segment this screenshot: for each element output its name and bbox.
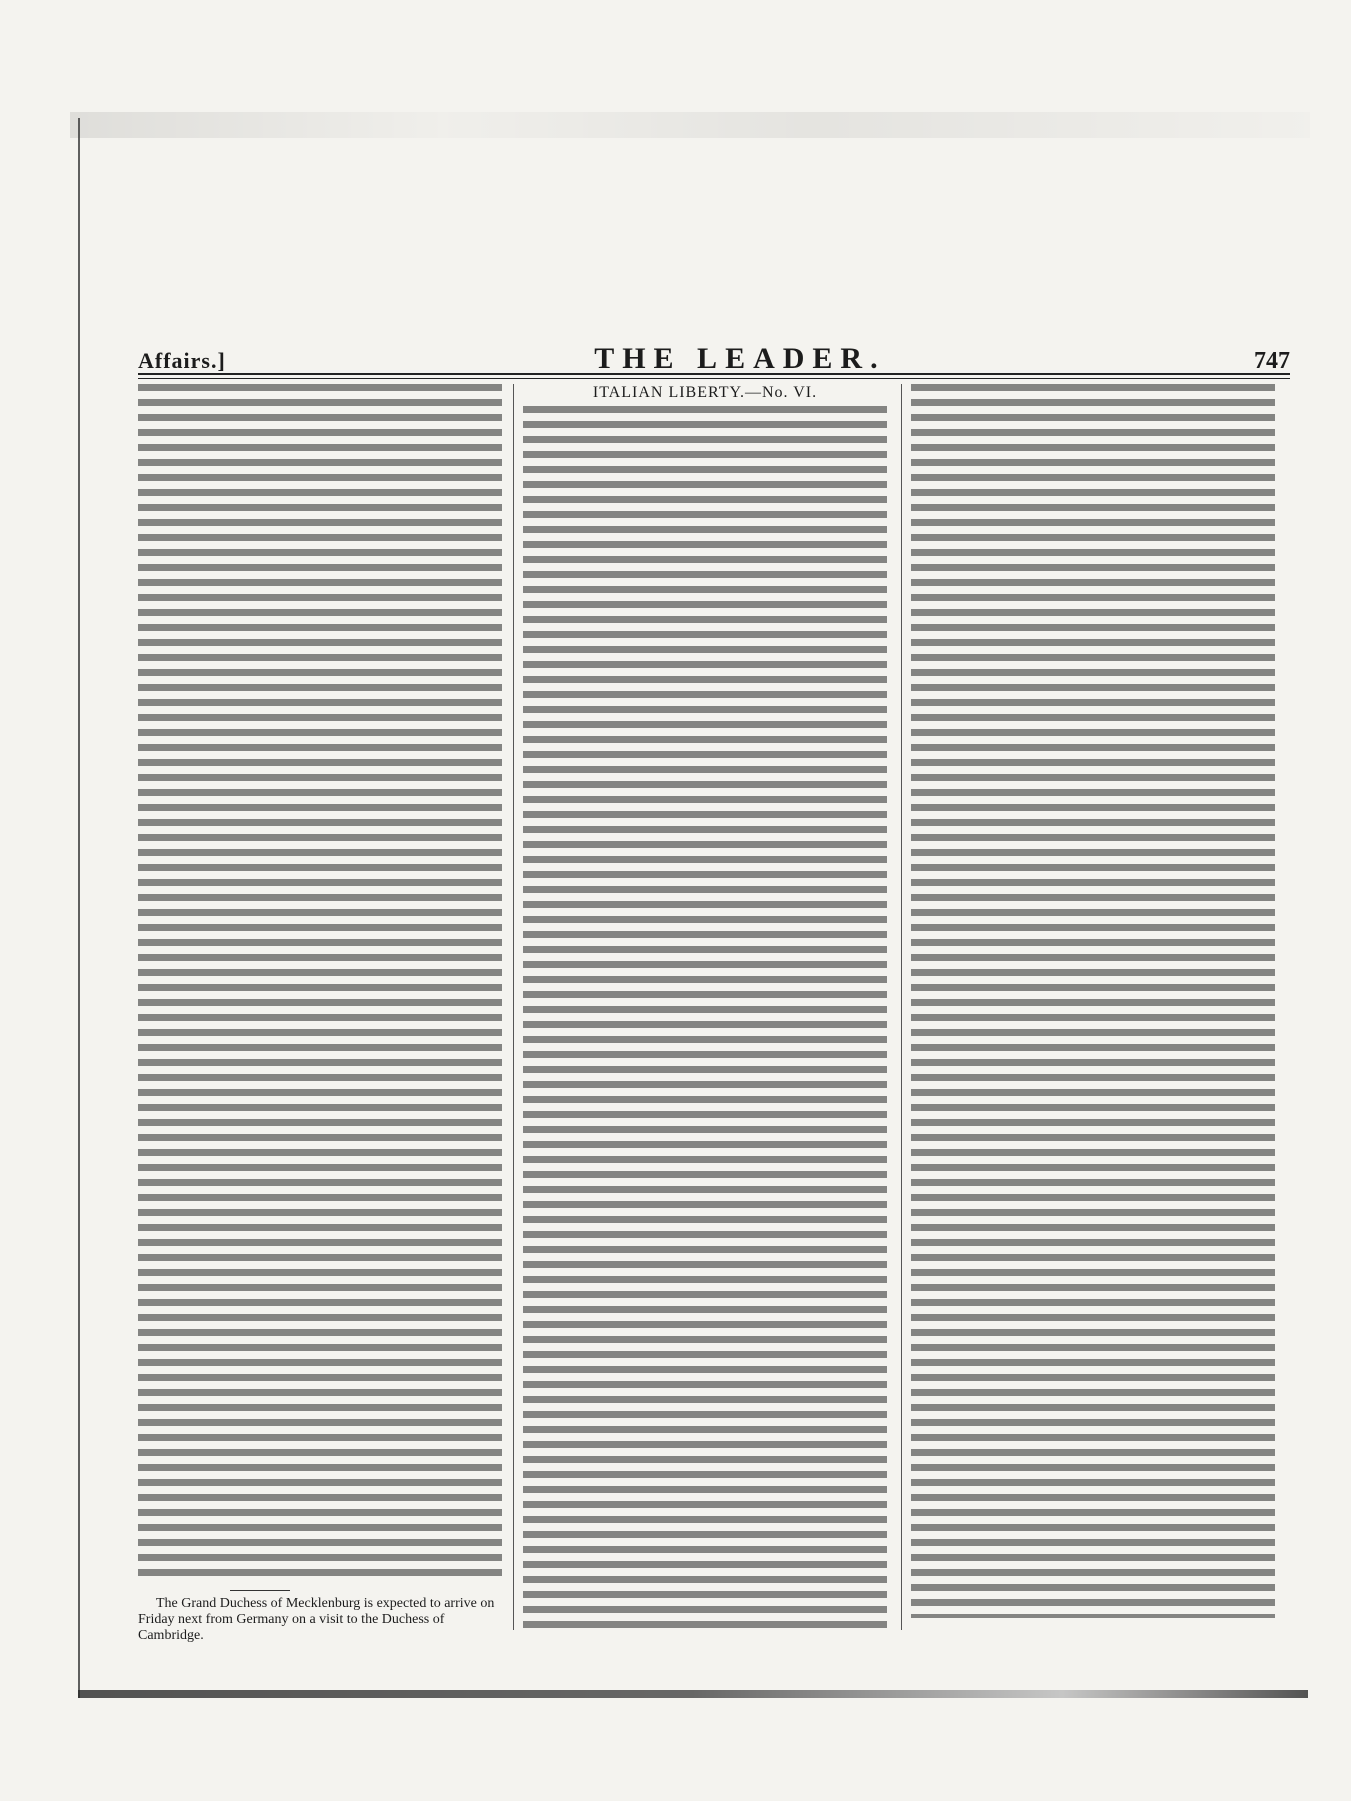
section-title: Affairs.]	[138, 348, 226, 373]
body-text-block	[523, 406, 887, 1628]
scan-bottom-edge	[78, 1690, 1308, 1698]
body-text-block	[911, 384, 1275, 1618]
header-divider	[138, 373, 1290, 379]
column-divider	[513, 384, 514, 1630]
page-header	[138, 342, 1290, 375]
text-column-1	[138, 384, 502, 1580]
text-column-2	[523, 384, 887, 1628]
footnote-paragraph: The Grand Duchess of Mecklenburg is expected to arrive on Friday next from Germany on a visit to the Duchess of Cambridge.	[138, 1596, 495, 1643]
masthead: THE LEADER.	[594, 342, 886, 375]
footnote-divider	[230, 1590, 290, 1591]
scan-artifact	[70, 112, 1310, 138]
page-number: 747	[1253, 348, 1290, 374]
page-binding-rule	[78, 118, 80, 1698]
body-text-block	[138, 384, 502, 1580]
article-title: ITALIAN LIBERTY.—No. VI.	[592, 384, 818, 401]
text-column-3	[911, 384, 1275, 1618]
column-divider	[901, 384, 902, 1630]
